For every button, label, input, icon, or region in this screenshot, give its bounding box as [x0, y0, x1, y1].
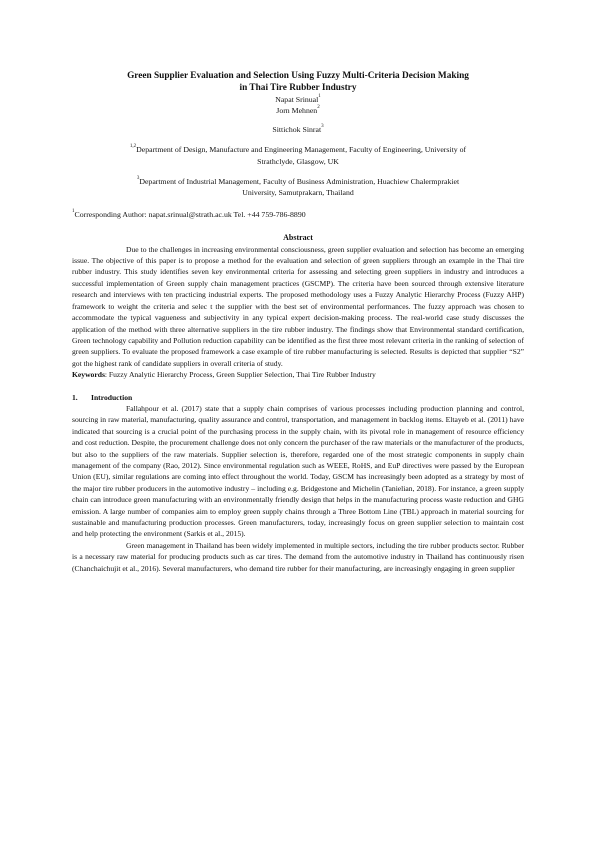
affiliation-sup: 3	[136, 176, 140, 182]
author-sup: 2	[317, 105, 320, 111]
author-1	[72, 94, 524, 105]
affiliation-sup: 1,2	[129, 144, 137, 150]
keywords-label: Keywords	[72, 370, 105, 380]
paper-page	[72, 70, 524, 574]
abstract-body: Due to the challenges in increasing environmental consciousness, green supplier evaluation and selection has become an emerging issue. The objective of this paper is to propose a method for the evaluation and selection of green suppliers through an example in the Thai tire rubber industry. This study identifies seven key environmental criteria for assessing and selecting green suppliers in industry and introduces a successful implementation of Green supply chain management practices (GSCMP). The criteria have been sourced through extensive literature research and interviews with ten practicing industrial experts. The proposed methodology uses a Fuzzy Analytic Hierarchy Process (Fuzzy AHP) framework to weight the criteria and selec t the supplier with the best set of environmental performances. The fuzzy approach was chosen to accommodate the typical vagueness and subjectivity in any typical expert decision-making process. The real-world case study discusses the application of the method with three alternative suppliers in the tire rubber industry. The findings show that Environmental standard certification, Green technology capability and Pollution reduction capability can be identified as the first three most relevant criteria in the ranking of selection of green suppliers. To evaluate the proposed framework a case example of tire rubber manufacturing is selected. Results is depicted that supplier “S2” got the highest rank of candidate suppliers in overall criteria of study.	[72, 244, 524, 368]
author-3	[72, 124, 524, 135]
corresponding-sup: 1	[72, 208, 75, 214]
paragraph-text: Fallahpour et al. (2017) state that a supply chain comprises of various processes including production planning and control, sourcing in raw material, manufacturing, quality assurance and control, transportation, and management in backlog items. Eltayeb et al. (2011) have indicated that sourcing is a crucial point of the purchasing process in the supply chain, with its pivotal role in management of resource efficiency and cost reduction. Despite, the procurement challenge does not only concern the purchaser of the raw materials or the manufacturer of the products, but also to the suppliers of the raw materials. Supplier selection is, therefore, regarded one of the most strategic components in supply chain management of the company (Rao, 2012). Since environmental regulation such as WEEE, RoHS, and EuP directives were passed by the European Union (EU), similar regulations are coming into effect throughout the world. Today, GSCM has increasingly been adopted as a strategy by most of the major tire rubber producers in the automotive industry – including e.g. Bridgestone and Michelin (Tanielian, 2018). For instance, a green supply chain can introduce green manufacturing with an environmentally friendly design that helps in the manufacturing process waste reduction and GHG emission. A large number of companies aim to employ green supply chains through a Three Bottom Line (TBL) approach in material sourcing for sustainable and manufacturing production processes. Green manufacturers, today, increasingly focus on green supplier selection to maintain cost and help protecting the environment (Sarkis et al., 2015).	[72, 403, 524, 539]
section-title: Introduction	[91, 392, 133, 402]
author-name: Jorn Mehnen	[276, 106, 318, 116]
affiliation-line: Department of Design, Manufacture and Engineering Management, Faculty of Engineering, University of	[136, 145, 467, 155]
author-sup: 3	[321, 123, 324, 129]
abstract-text	[72, 244, 524, 369]
affiliation-1	[72, 144, 524, 167]
affiliation-line: Strathclyde, Glasgow, UK	[257, 156, 339, 166]
title-line-2: in Thai Tire Rubber Industry	[239, 83, 357, 93]
section-heading	[72, 392, 524, 403]
intro-paragraph-1	[72, 403, 524, 540]
paper-title	[72, 70, 524, 94]
author-name: Napat Srinual	[275, 95, 319, 104]
keywords-text: : Fuzzy Analytic Hierarchy Process, Green Supplier Selection, Thai Tire Rubber Industry	[104, 370, 376, 380]
affiliation-line: Department of Industrial Management, Faculty of Business Administration, Huachiew Chalermprakiet	[139, 177, 460, 187]
author-2	[72, 105, 524, 116]
title-line-1: Green Supplier Evaluation and Selection Using Fuzzy Multi-Criteria Decision Making	[127, 71, 469, 81]
abstract-heading: Abstract	[283, 233, 313, 243]
affiliation-line: University, Samutprakarn, Thailand	[242, 188, 354, 198]
keywords	[72, 369, 524, 380]
affiliation-2	[72, 176, 524, 199]
author-name: Sittichok Sinrat	[272, 124, 322, 134]
paragraph-text: Green management in Thailand has been widely implemented in multiple sectors, including the tire rubber products sector. Rubber is a necessary raw material for producing products such as car tires. The demand from the automotive industry in Thailand has continuously risen (Chanchaichujit et al., 2016). Several manufacturers, who demand tire rubber for their manufacturing, are increasingly engaging in green supplier	[72, 540, 524, 573]
author-sup: 1	[318, 94, 321, 99]
corresponding-author	[72, 209, 524, 220]
section-number: 1.	[72, 392, 78, 402]
intro-paragraph-2	[72, 540, 524, 574]
corresponding-text: Corresponding Author: napat.srinual@strath.ac.uk Tel. +44 759-786-8890	[74, 209, 306, 219]
